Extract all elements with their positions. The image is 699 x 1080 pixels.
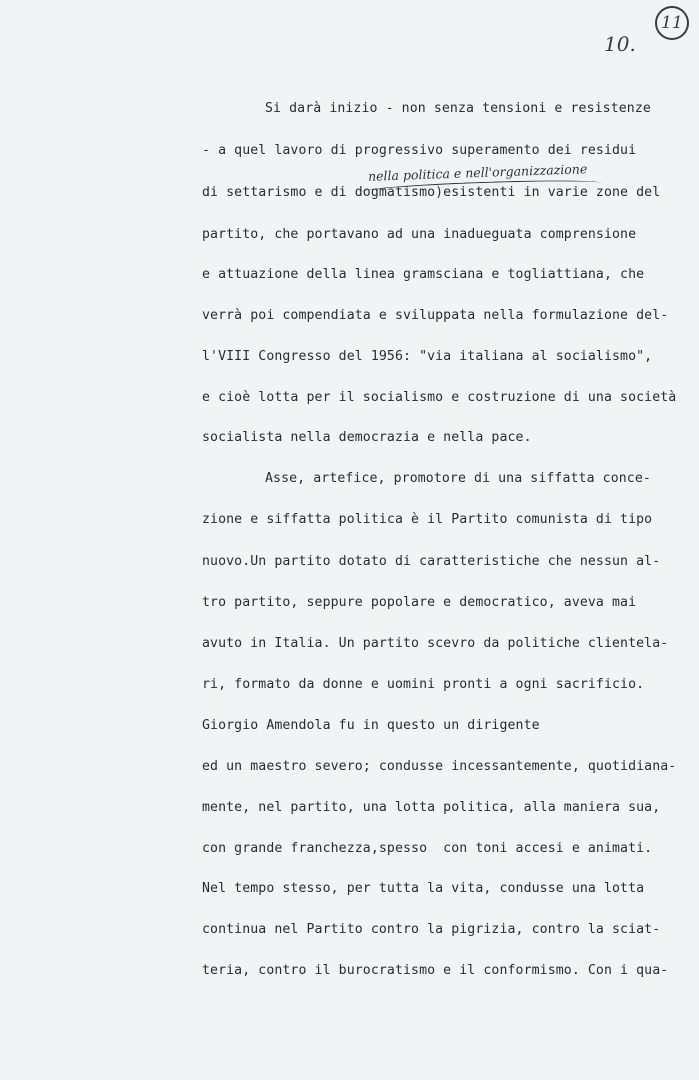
text-line: - a quel lavoro di progressivo superamento dei residui	[202, 143, 637, 158]
text-line: ed un maestro severo; condusse incessantemente, quotidiana-	[202, 759, 677, 774]
text-line: partito, che portavano ad una inadueguata comprensione	[202, 227, 637, 242]
text-line: avuto in Italia. Un partito scevro da politiche clientela-	[202, 636, 669, 651]
handwritten-annotation: nella politica e nell'organizzazione	[367, 161, 588, 184]
text-line: Si darà inizio - non senza tensioni e resistenze	[265, 101, 651, 116]
text-line: Giorgio Amendola fu in questo un dirigente	[202, 718, 540, 733]
text-line: ri, formato da donne e uomini pronti a ogni sacrificio.	[202, 677, 645, 692]
text-line: con grande franchezza,spesso con toni accesi e animati.	[202, 841, 653, 856]
text-line: continua nel Partito contro la pigrizia, contro la sciat-	[202, 922, 661, 937]
text-line: l'VIII Congresso del 1956: "via italiana al socialismo",	[202, 349, 653, 364]
text-line: e cioè lotta per il socialismo e costruzione di una società	[202, 390, 677, 405]
text-line: zione e siffatta politica è il Partito comunista di tipo	[202, 512, 653, 527]
text-line: e attuazione della linea gramsciana e togliattiana, che	[202, 267, 645, 282]
text-line: mente, nel partito, una lotta politica, alla maniera sua,	[202, 800, 661, 815]
text-line: teria, contro il burocratismo e il conformismo. Con i qua-	[202, 963, 669, 978]
text-line: Nel tempo stesso, per tutta la vita, condusse una lotta	[202, 881, 645, 896]
text-line: nuovo.Un partito dotato di caratteristiche che nessun al-	[202, 554, 661, 569]
text-line: socialista nella democrazia e nella pace.	[202, 430, 532, 445]
text-line: Asse, artefice, promotore di una siffatta conce-	[265, 471, 651, 486]
text-line: di settarismo e di dogmatismo)esistenti in varie zone del	[202, 185, 661, 200]
text-line: tro partito, seppure popolare e democratico, aveva mai	[202, 595, 637, 610]
text-line: verrà poi compendiata e sviluppata nella formulazione del-	[202, 308, 669, 323]
circled-page-number: 11	[655, 6, 689, 40]
typed-page-number: 10.	[604, 32, 636, 56]
